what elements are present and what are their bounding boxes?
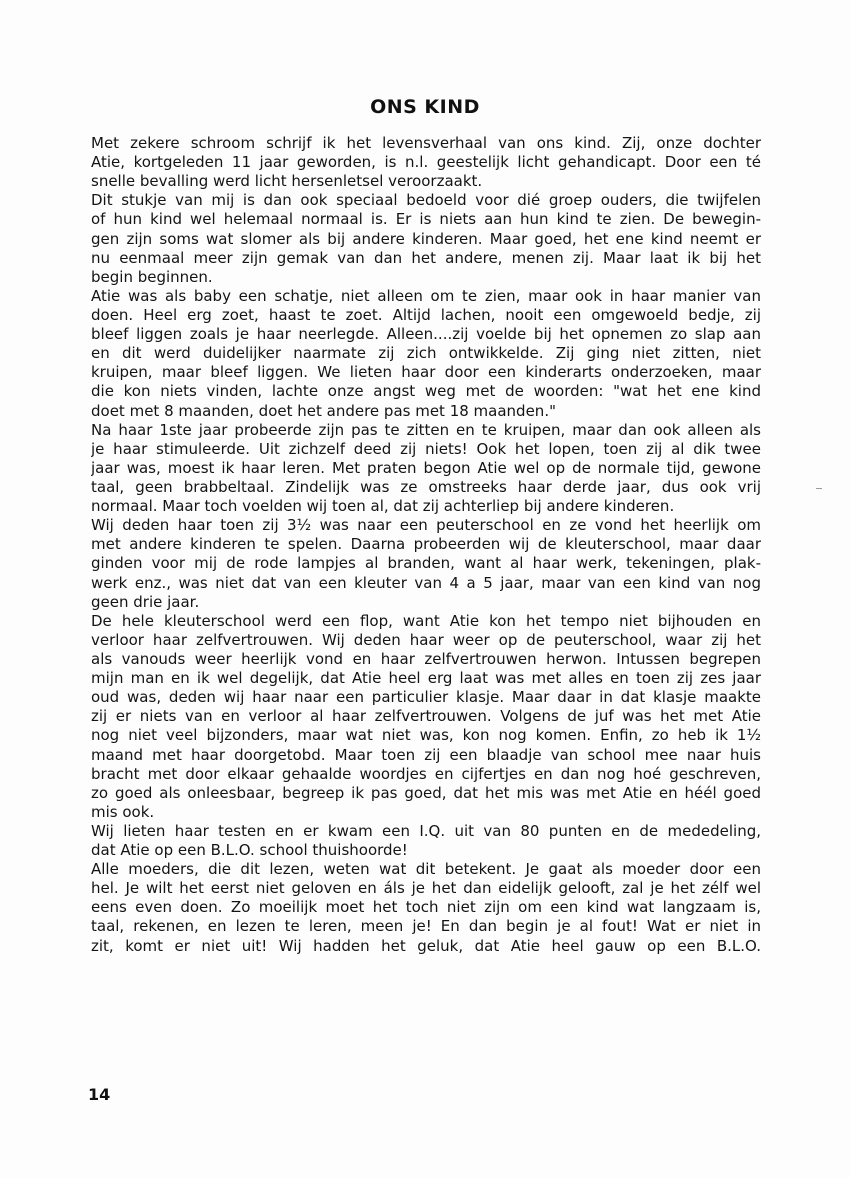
text-line: snelle bevalling werd licht hersenletsel veroorzaakt.	[91, 172, 483, 191]
text-line: doen. Heel erg zoet, haast te zoet. Altijd lachen, nooit een omgewoeld bedje, zij	[91, 305, 761, 324]
article-body	[91, 134, 761, 956]
text-line: eens even doen. Zo moeilijk moet het toch niet zijn om een kind wat langzaam is,	[91, 898, 761, 917]
text-line: nog niet veel bijzonders, maar wat niet was, kon nog komen. Enfin, zo heb ik 1½	[91, 726, 761, 745]
text-line: Na haar 1ste jaar probeerde zijn pas te zitten en te kruipen, maar dan ook alleen als	[91, 420, 761, 439]
text-line: begin beginnen.	[91, 267, 213, 286]
scan-speck	[816, 488, 822, 489]
text-line: en dit werd duidelijker naarmate zij zich ontwikkelde. Zij ging niet zitten, niet	[91, 344, 761, 363]
text-line: Alle moeders, die dit lezen, weten wat dit betekent. Je gaat als moeder door een	[91, 860, 761, 879]
page-number: 14	[88, 1085, 111, 1104]
text-line: jaar was, moest ik haar leren. Met praten begon Atie wel op de normale tijd, gewone	[91, 458, 761, 477]
text-line: bleef liggen zoals je haar neerlegde. Alleen....zij voelde bij het opnemen zo slap aan	[91, 325, 761, 344]
text-line: mijn man en ik wel degelijk, dat Atie heel erg laat was met alles en toen zij zes jaar	[91, 669, 761, 688]
text-line: nu eenmaal meer zijn gemak van dan het andere, menen zij. Maar laat ik bij het	[91, 248, 761, 267]
text-line: gen zijn soms wat slomer als bij andere kinderen. Maar goed, het ene kind neemt er	[91, 229, 761, 248]
text-line: De hele kleuterschool werd een flop, want Atie kon het tempo niet bijhouden en	[91, 611, 761, 630]
text-line: Met zekere schroom schrijf ik het levensverhaal van ons kind. Zij, onze dochter	[91, 134, 761, 152]
text-line: die kon niets vinden, lachte onze angst weg met de woorden: "wat het ene kind	[91, 382, 761, 401]
text-line: Dit stukje van mij is dan ook speciaal bedoeld voor dié groep ouders, die twijfelen	[91, 191, 761, 210]
page-title: ONS KIND	[370, 96, 480, 118]
text-line: zij er niets van en verloor al haar zelfvertrouwen. Volgens de juf was het met Atie	[91, 707, 761, 726]
text-line: Wij deden haar toen zij 3½ was naar een peuterschool en ze vond het heerlijk om	[91, 516, 761, 535]
text-line: maand met haar doorgetobd. Maar toen zij een blaadje van school mee naar huis	[91, 745, 761, 764]
text-line: zo goed als onleesbaar, begreep ik pas goed, dat het mis was met Atie en héél goed	[91, 783, 761, 802]
text-line: Atie was als baby een schatje, niet alleen om te zien, maar ook in haar manier van	[91, 286, 761, 305]
text-line: dat Atie op een B.L.O. school thuishoorde!	[91, 841, 408, 860]
text-line: als vanouds weer heerlijk vond en haar zelfvertrouwen herwon. Intussen begrepen	[91, 649, 761, 668]
text-line: ginden voor mij de rode lampjes al branden, want al haar werk, tekeningen, plak-	[91, 554, 761, 573]
text-line: normaal. Maar toch voelden wij toen al, dat zij achterliep bij andere kinderen.	[91, 497, 675, 516]
text-line: mis ook.	[91, 802, 155, 821]
text-line: verloor haar zelfvertrouwen. Wij deden haar weer op de peuterschool, waar zij het	[91, 630, 761, 649]
text-line: taal, geen brabbeltaal. Zindelijk was ze omstreeks haar derde jaar, dus ook vrij	[91, 477, 761, 496]
text-line: doet met 8 maanden, doet het andere pas met 18 maanden."	[91, 401, 556, 420]
text-line: of hun kind wel helemaal normaal is. Er is niets aan hun kind te zien. De bewegin-	[91, 210, 761, 229]
text-line: zit, komt er niet uit! Wij hadden het geluk, dat Atie heel gauw op een B.L.O.	[91, 936, 761, 955]
text-line: kruipen, maar bleef liggen. We lieten haar door een kinderarts onderzoeken, maar	[91, 363, 761, 382]
text-line: bracht met door elkaar gehaalde woordjes en cijfertjes en dan nog hoé geschreven,	[91, 764, 761, 783]
text-line: je haar stimuleerde. Uit zichzelf deed zij niets! Ook het lopen, toen zij al dik twee	[91, 439, 761, 458]
text-line: met andere kinderen te spelen. Daarna probeerden wij de kleuterschool, maar daar	[91, 535, 761, 554]
text-line: Atie, kortgeleden 11 jaar geworden, is n.l. geestelijk licht gehandicapt. Door een té	[91, 153, 761, 172]
text-line: oud was, deden wij haar naar een particulier klasje. Maar daar in dat klasje maakte	[91, 688, 761, 707]
text-line: hel. Je wilt het eerst niet geloven en áls je het dan eidelijk gelooft, zal je het zélf wel	[91, 879, 761, 898]
text-line: werk enz., was niet dat van een kleuter van 4 a 5 jaar, maar van een kind van nog	[91, 573, 761, 592]
text-line: Wij lieten haar testen en er kwam een I.Q. uit van 80 punten en de mededeling,	[91, 821, 761, 840]
text-line: taal, rekenen, en lezen te leren, meen je! En dan begin je al fout! Wat er niet in	[91, 917, 761, 936]
text-line: geen drie jaar.	[91, 592, 200, 611]
